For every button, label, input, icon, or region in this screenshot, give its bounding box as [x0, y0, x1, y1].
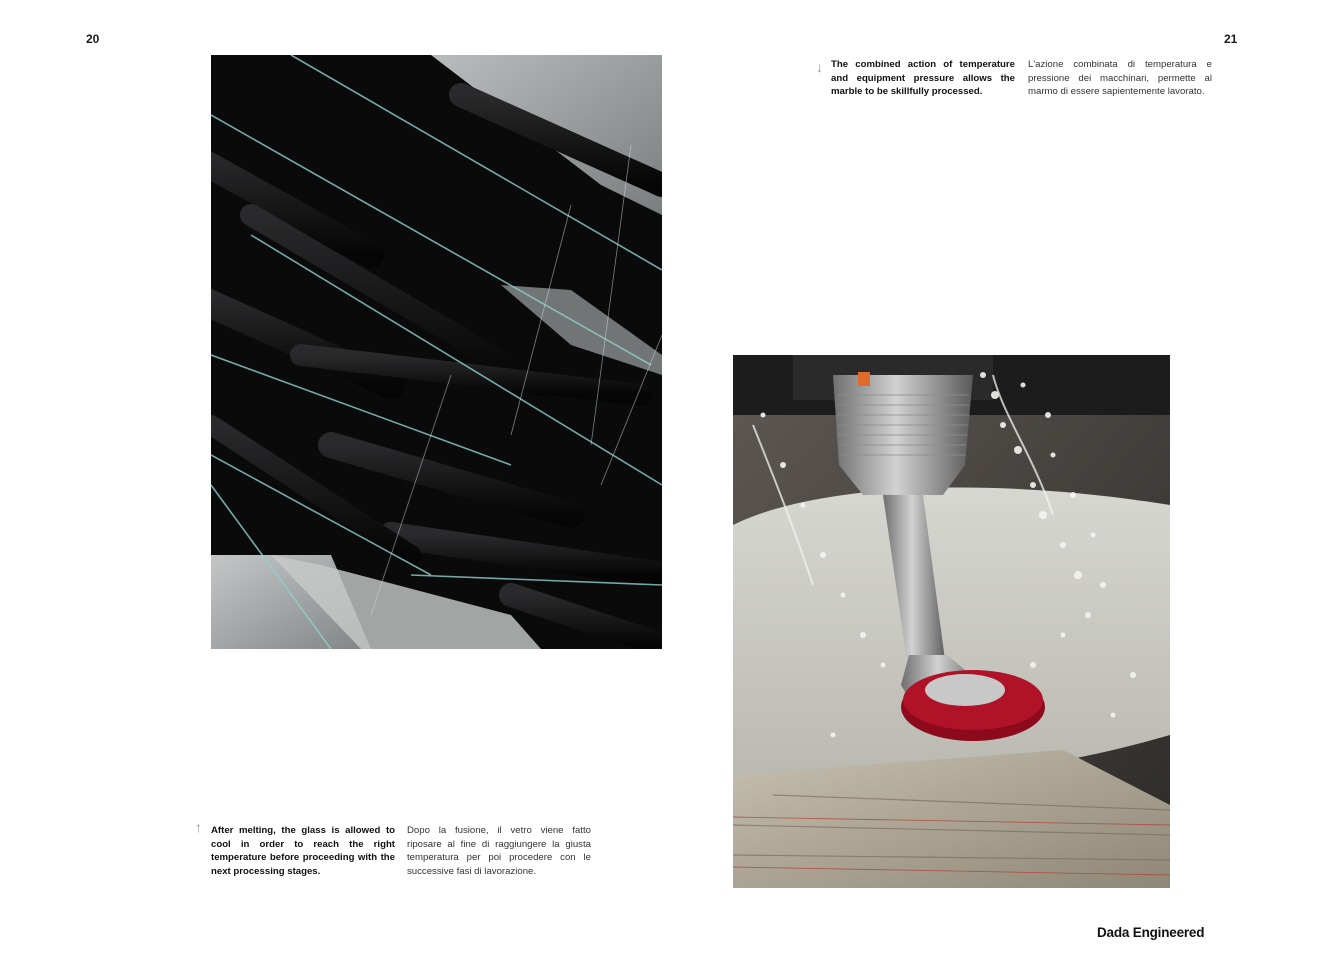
caption-italian-marble: L'azione combinata di temperatura e pressione dei macchinari, permette al marmo di essere sapientemente lavorato.: [1028, 59, 1212, 98]
caption-italian-glass: Dopo la fusione, il vetro viene fatto riposare al fine di raggiungere la giusta temperatura per poi procedere con le successive fasi di lavorazione.: [407, 825, 591, 877]
page-number-right: 21: [1224, 32, 1238, 46]
arrow-up-icon: ↑: [195, 819, 202, 835]
arrow-down-icon: ↓: [816, 59, 823, 75]
page-number-left: 20: [86, 32, 100, 46]
caption-english-marble: The combined action of temperature and equipment pressure allows the marble to be skillfully processed.: [831, 59, 1015, 98]
glass-sheets-photo: [211, 55, 662, 649]
brand-logo: Dada Engineered: [1097, 925, 1205, 940]
caption-english-glass: After melting, the glass is allowed to cool in order to reach the right temperature before proceeding with the next processing stages.: [211, 825, 395, 877]
marble-cutting-photo: [733, 355, 1170, 888]
